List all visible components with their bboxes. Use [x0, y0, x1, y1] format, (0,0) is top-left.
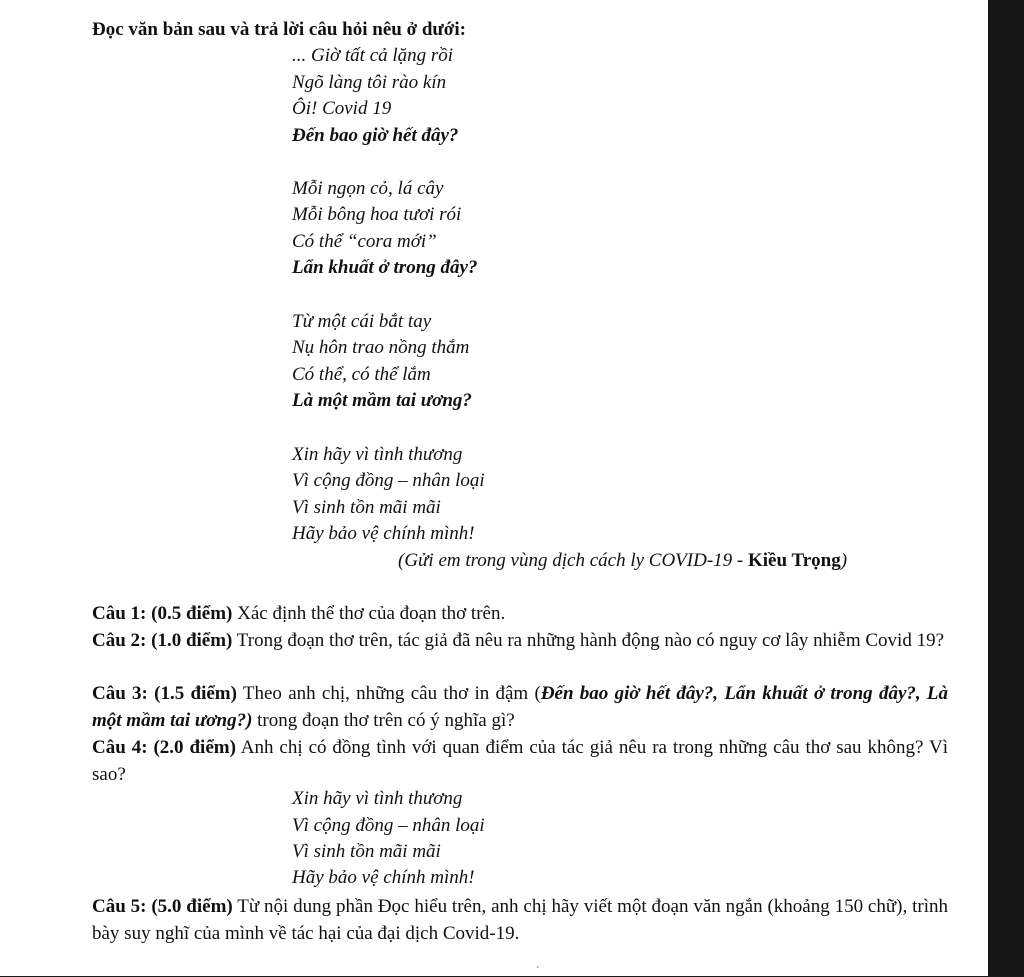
- screen-edge: [988, 0, 1024, 976]
- author-name: Kiều Trọng: [748, 550, 841, 571]
- poem-line: Vì sinh tồn mãi mãi: [292, 497, 441, 518]
- poem-line: Nụ hôn trao nồng thắm: [292, 337, 470, 358]
- question-5: [92, 893, 948, 947]
- question-1: [92, 600, 948, 627]
- poem-line: Mỗi bông hoa tươi rói: [292, 204, 462, 225]
- instruction-heading: Đọc văn bản sau và trả lời câu hỏi nêu ở dưới:: [92, 19, 466, 40]
- poem-line-bold: Lẩn khuất ở trong đây?: [292, 257, 478, 278]
- question-4: [92, 734, 948, 788]
- question-4-verse: Hãy bảo vệ chính mình!: [292, 867, 475, 888]
- poem-line: Có thể “cora mới”: [292, 231, 437, 252]
- poem-line: Vì cộng đồng – nhân loại: [292, 470, 485, 491]
- poem-line: Hãy bảo vệ chính mình!: [292, 523, 475, 544]
- question-5-label: Câu 5: (5.0 điểm): [92, 896, 233, 917]
- question-2-text: Trong đoạn thơ trên, tác giả đã nêu ra những hành động nào có nguy cơ lây nhiễm Covid 19?: [232, 630, 945, 651]
- question-3-pre: Theo anh chị, những câu thơ in đậm (: [236, 683, 541, 704]
- poem-line: Từ một cái bắt tay: [292, 311, 432, 332]
- poem-line: Ôi! Covid 19: [292, 98, 392, 119]
- question-4-verse: Vì sinh tồn mãi mãi: [292, 841, 441, 862]
- question-4-verse: Vì cộng đồng – nhân loại: [292, 815, 485, 836]
- question-3-emphasis: Đến bao giờ hết đây?, Lẩn khuất ở trong đây?, Là một mầm tai ương?): [92, 683, 949, 731]
- poem-line-bold: Đến bao giờ hết đây?: [292, 125, 459, 146]
- question-3-label: Câu 3: (1.5 điểm): [92, 683, 237, 704]
- question-1-label: Câu 1: (0.5 điểm): [92, 603, 233, 624]
- question-4-verse: Xin hãy vì tình thương: [292, 788, 463, 809]
- question-2-label: Câu 2: (1.0 điểm): [92, 630, 233, 651]
- question-3: [92, 680, 948, 734]
- poem-source: [398, 549, 847, 573]
- question-2: [92, 627, 948, 654]
- question-4-label: Câu 4: (2.0 điểm): [92, 737, 236, 758]
- poem-line-bold: Là một mầm tai ương?: [292, 390, 472, 411]
- question-1-text: Xác định thể thơ của đoạn thơ trên.: [232, 603, 506, 624]
- question-4-text: Anh chị có đồng tình với quan điểm của tác giả nêu ra trong những câu thơ sau không? Vì sao?: [92, 737, 948, 785]
- poem-line: Ngõ làng tôi rào kín: [292, 72, 447, 93]
- question-3-post: trong đoạn thơ trên có ý nghĩa gì?: [252, 710, 515, 731]
- question-5-text: Từ nội dung phần Đọc hiểu trên, anh chị hãy viết một đoạn văn ngắn (khoảng 150 chữ), trình bày suy nghĩ của mình về tác hại của đại dịch Covid-19.: [92, 896, 948, 944]
- poem-line: Có thể, có thể lắm: [292, 364, 431, 385]
- poem-line: ... Giờ tất cả lặng rồi: [292, 45, 454, 66]
- page-bottom-mark: ´: [536, 966, 540, 977]
- source-text: (Gửi em trong vùng dịch cách ly COVID-19 -: [398, 550, 748, 571]
- poem-line: Mỗi ngọn cỏ, lá cây: [292, 178, 444, 199]
- source-close: ): [840, 550, 848, 571]
- poem-line: Xin hãy vì tình thương: [292, 444, 463, 465]
